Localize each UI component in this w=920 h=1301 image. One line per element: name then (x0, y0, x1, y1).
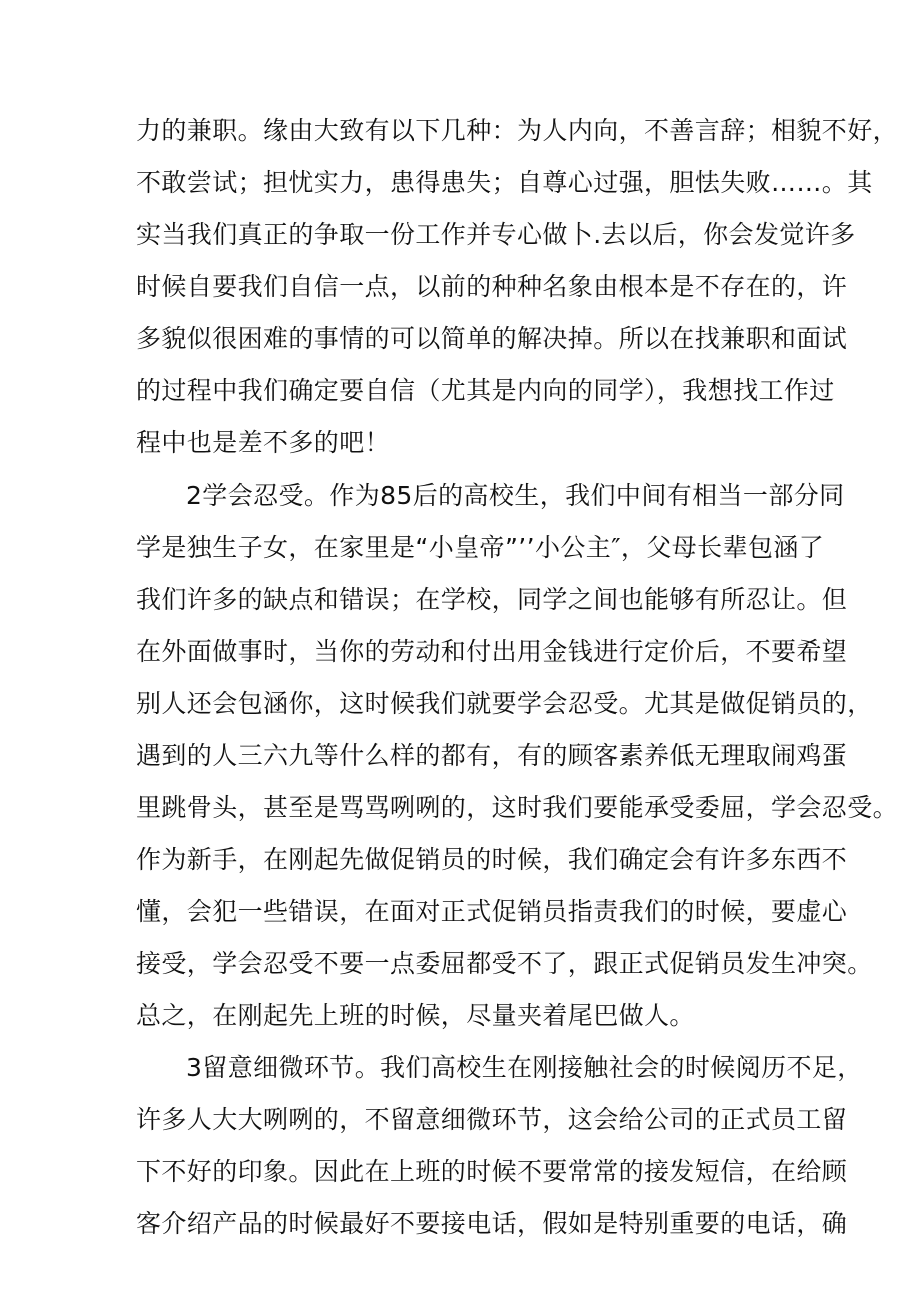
paragraph-1-line-3: 实当我们真正的争取一份工作并专心做卜.去以后，你会发觉许多 (136, 220, 856, 249)
paragraph-2-line-4: 在外面做事时，当你的劳动和付出用金钱进行定价后，不要希望 (136, 637, 848, 666)
paragraph-2-line-11: 总之，在刚起先上班的时候，尽量夹着尾巴做人。 (136, 1001, 695, 1030)
paragraph-1-line-4: 时候自要我们自信一点，以前的种种名象由根本是不存在的，许 (136, 272, 848, 301)
paragraph-2-line-1: 2学会忍受。作为85后的高校生，我们中间有相当一部分同 (186, 481, 845, 510)
paragraph-2-line-8: 作为新手，在刚起先做促销员的时候，我们确定会有许多东西不 (136, 845, 848, 874)
paragraph-3-line-1: 3留意细微环节。我们高校生在刚接触社会的时候阅历不足， (186, 1053, 863, 1082)
paragraph-2-line-9: 懂，会犯一些错误，在面对正式促销员指责我们的时候，要虚心 (136, 897, 848, 926)
paragraph-1-line-7: 程中也是差不多的吧！ (136, 428, 391, 457)
paragraph-2-line-2: 学是独生子女，在家里是“小皇帝”’’小公主″，父母长辈包涵了 (136, 533, 825, 562)
paragraph-1-line-2: 不敢尝试；担忧实力，患得患失；自尊心过强，胆怯失败……。其 (136, 168, 873, 197)
paragraph-2-line-3: 我们许多的缺点和错误；在学校，同学之间也能够有所忍让。但 (136, 585, 848, 614)
paragraph-2-line-5: 别人还会包涵你，这时候我们就要学会忍受。尤其是做促销员的， (136, 689, 873, 718)
paragraph-2-line-10: 接受，学会忍受不要一点委屈都受不了，跟正式促销员发生冲突。 (136, 949, 873, 978)
paragraph-3-line-2: 许多人大大咧咧的，不留意细微环节，这会给公司的正式员工留 (136, 1105, 848, 1134)
paragraph-1-line-1: 力的兼职。缘由大致有以下几种：为人内向，不善言辞；相貌不好， (136, 116, 899, 145)
paragraph-3-line-4: 客介绍产品的时候最好不要接电话，假如是特别重要的电话，确 (136, 1209, 848, 1238)
paragraph-2-line-7: 里跳骨头，甚至是骂骂咧咧的，这时我们要能承受委屈，学会忍受。 (136, 793, 899, 822)
paragraph-1-line-6: 的过程中我们确定要自信（尤其是内向的同学），我想找工作过 (136, 376, 835, 405)
paragraph-3-line-3: 下不好的印象。因此在上班的时候不要常常的接发短信，在给顾 (136, 1157, 848, 1186)
paragraph-2-line-6: 遇到的人三六九等什么样的都有，有的顾客素养低无理取闹鸡蛋 (136, 741, 848, 770)
paragraph-1-line-5: 多貌似很困难的事情的可以简单的解决掉。所以在找兼职和面试 (136, 324, 848, 353)
